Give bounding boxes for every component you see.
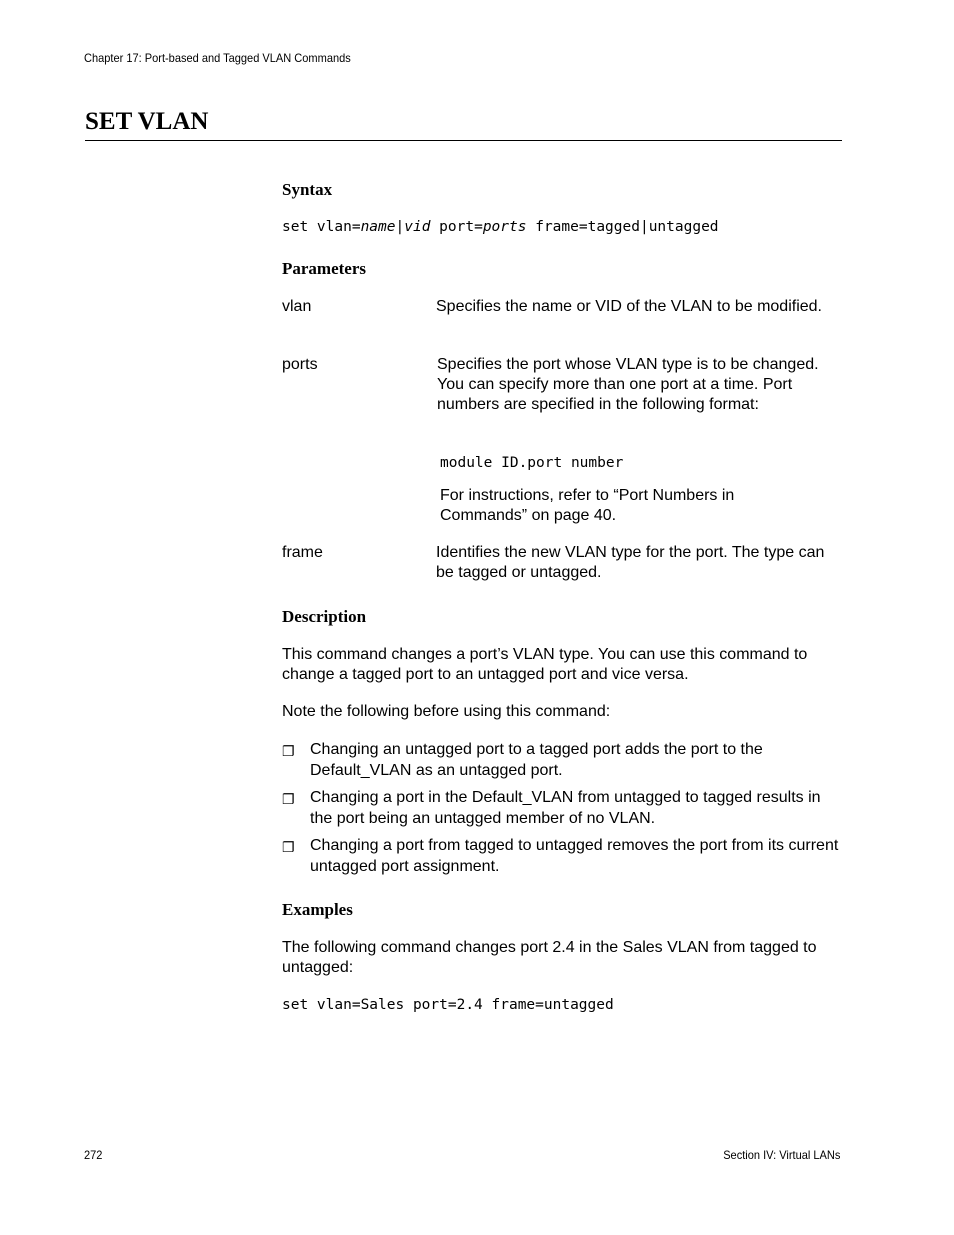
param-name-frame: frame [282,544,323,561]
cmd-sep: | [395,219,405,235]
syntax-command [282,218,719,236]
section-footer: Section IV: Virtual LANs [722,1148,840,1162]
list-item-text: Changing an untagged port to a tagged port adds the port to the Default_VLAN as an untagged port. [310,741,763,779]
running-header: Chapter 17: Port-based and Tagged VLAN Commands [84,51,351,65]
cmd-ports: ports [482,219,527,235]
syntax-heading: Syntax [282,180,333,199]
list-item-text: Changing a port in the Default_VLAN from untagged to tagged results in the port being an untagged member of no VLAN. [310,789,821,827]
example-code: set vlan=Sales port=2.4 frame=untagged [282,997,614,1013]
list-item [282,740,842,781]
page-title: SET VLAN [85,108,209,135]
param-desc-vlan: Specifies the name or VID of the VLAN to be modified. [436,298,822,315]
cmd-frame: frame=tagged|untagged [526,219,719,235]
checkbox-bullet-icon: ❐ [282,839,295,855]
checkbox-bullet-icon: ❐ [282,743,295,759]
param-desc-ports: Specifies the port whose VLAN type is to be changed. You can specify more than one port at a time. Port numbers are specified in the following format: [437,356,819,413]
page-number: 272 [84,1148,103,1162]
port-format-code: module ID.port number [440,455,624,471]
title-rule [85,140,842,141]
param-name-ports: ports [282,356,318,373]
cmd-name: name [360,219,396,235]
cmd-vid: vid [404,219,431,235]
list-item-text: Changing a port from tagged to untagged removes the port from its current untagged port assignment. [310,837,839,875]
cmd-prefix: set vlan= [282,219,361,235]
description-paragraph: This command changes a port’s VLAN type. You can use this command to change a tagged port to an untagged port and vice versa. [282,646,808,683]
description-heading: Description [282,607,367,626]
description-note: Note the following before using this command: [282,703,611,720]
cmd-port: port= [430,219,483,235]
param-desc-frame: Identifies the new VLAN type for the port. The type can be tagged or untagged. [436,544,825,581]
port-numbers-note: For instructions, refer to “Port Numbers in Commands” on page 40. [440,487,735,524]
examples-paragraph: The following command changes port 2.4 in the Sales VLAN from tagged to untagged: [282,939,817,976]
list-item [282,788,842,829]
examples-heading: Examples [282,900,353,919]
parameters-heading: Parameters [282,259,367,278]
checkbox-bullet-icon: ❐ [282,791,295,807]
param-name-vlan: vlan [282,298,312,315]
list-item [282,836,842,877]
